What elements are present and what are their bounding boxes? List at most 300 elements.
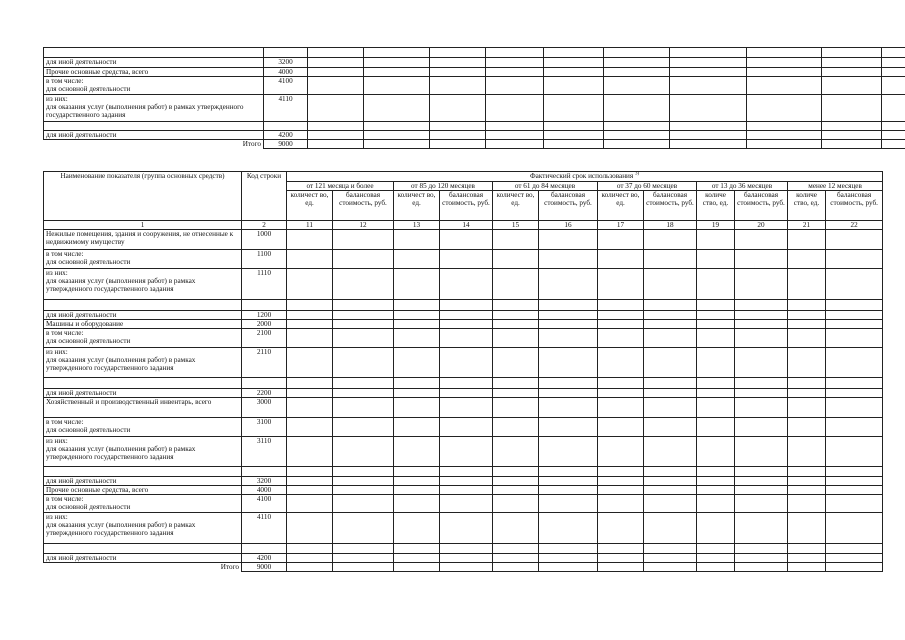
data-cell	[826, 389, 883, 398]
data-cell	[882, 122, 905, 131]
data-cell	[822, 48, 882, 58]
data-cell	[287, 250, 333, 269]
data-cell	[644, 269, 697, 300]
data-cell	[697, 311, 735, 320]
data-cell	[539, 418, 598, 437]
data-cell	[670, 58, 747, 68]
data-cell	[735, 477, 788, 486]
data-cell	[333, 250, 394, 269]
data-cell	[544, 140, 604, 149]
data-cell	[735, 513, 788, 544]
data-cell	[598, 329, 644, 348]
data-cell	[670, 48, 747, 58]
row-name: в том числе: для основной деятельности	[44, 329, 242, 348]
data-cell	[430, 131, 486, 140]
data-cell	[493, 320, 539, 329]
data-cell	[788, 230, 826, 250]
row-name: Машины и оборудование	[44, 320, 242, 329]
data-cell	[788, 329, 826, 348]
data-cell	[788, 467, 826, 477]
data-cell	[539, 477, 598, 486]
data-cell	[486, 131, 544, 140]
data-cell	[430, 68, 486, 77]
data-cell	[670, 95, 747, 122]
data-cell	[735, 563, 788, 572]
row-code: 3100	[242, 418, 287, 437]
data-cell	[287, 437, 333, 467]
data-cell	[598, 544, 644, 554]
row-code: 1200	[242, 311, 287, 320]
row-name	[44, 544, 242, 554]
row-name: из них: для оказания услуг (выполнения работ) в рамках утвержденного государственного задания	[44, 513, 242, 544]
data-cell	[788, 477, 826, 486]
data-cell	[735, 389, 788, 398]
column-number: 14	[440, 221, 493, 230]
data-cell	[822, 77, 882, 95]
data-cell	[486, 95, 544, 122]
row-name: в том числе: для основной деятельности	[44, 250, 242, 269]
row-name: из них: для оказания услуг (выполнения работ) в рамках утвержденного государственного задания	[44, 348, 242, 378]
balance-value-header: балансовая стоимость, руб.	[440, 191, 493, 221]
data-cell	[670, 68, 747, 77]
total-code: 9000	[242, 563, 287, 572]
data-cell	[493, 329, 539, 348]
data-cell	[430, 48, 486, 58]
row-name	[44, 48, 264, 58]
data-cell	[539, 269, 598, 300]
table-row	[44, 58, 905, 68]
quantity-header: количе ство, ед.	[697, 191, 735, 221]
row-name: Хозяйственный и производственный инвентарь, всего	[44, 398, 242, 418]
data-cell	[826, 329, 883, 348]
data-cell	[394, 477, 440, 486]
data-cell	[440, 300, 493, 311]
data-cell	[394, 437, 440, 467]
table-row	[44, 378, 883, 389]
data-cell	[486, 48, 544, 58]
data-cell	[364, 68, 430, 77]
data-cell	[333, 544, 394, 554]
data-cell	[364, 58, 430, 68]
data-cell	[440, 320, 493, 329]
data-cell	[670, 131, 747, 140]
data-cell	[822, 122, 882, 131]
data-cell	[287, 311, 333, 320]
table-row	[44, 389, 883, 398]
total-row	[44, 140, 905, 149]
row-name: из них: для оказания услуг (выполнения работ) в рамках утвержденного государственного задания	[44, 95, 264, 122]
data-cell	[333, 230, 394, 250]
data-cell	[539, 250, 598, 269]
data-cell	[430, 77, 486, 95]
table-row	[44, 437, 883, 467]
period-header: от 13 до 36 месяцев	[697, 182, 788, 191]
data-cell	[604, 95, 670, 122]
data-cell	[598, 477, 644, 486]
data-cell	[544, 122, 604, 131]
data-cell	[539, 467, 598, 477]
table-row	[44, 348, 883, 378]
data-cell	[287, 467, 333, 477]
data-cell	[333, 300, 394, 311]
data-cell	[604, 48, 670, 58]
data-cell	[788, 300, 826, 311]
row-name: для иной деятельности	[44, 554, 242, 563]
table-row	[44, 544, 883, 554]
data-cell	[440, 495, 493, 513]
data-cell	[394, 418, 440, 437]
data-cell	[826, 563, 883, 572]
data-cell	[333, 554, 394, 563]
data-cell	[394, 348, 440, 378]
data-cell	[539, 554, 598, 563]
data-cell	[287, 398, 333, 418]
data-cell	[735, 311, 788, 320]
data-cell	[598, 554, 644, 563]
row-name	[44, 378, 242, 389]
data-cell	[598, 389, 644, 398]
data-cell	[697, 300, 735, 311]
data-cell	[697, 398, 735, 418]
data-cell	[604, 140, 670, 149]
row-code: 2000	[242, 320, 287, 329]
data-cell	[788, 486, 826, 495]
data-cell	[493, 513, 539, 544]
data-cell	[747, 48, 822, 58]
table-row	[44, 513, 883, 544]
data-cell	[598, 486, 644, 495]
quantity-header: количест во, ед.	[493, 191, 539, 221]
row-name: Нежилые помещения, здания и сооружения, не отнесенные к недвижимому имуществу	[44, 230, 242, 250]
data-cell	[747, 95, 822, 122]
data-cell	[486, 122, 544, 131]
data-cell	[394, 320, 440, 329]
column-number: 1	[44, 221, 242, 230]
data-cell	[333, 348, 394, 378]
data-cell	[539, 486, 598, 495]
row-code: 4000	[264, 68, 308, 77]
data-cell	[333, 378, 394, 389]
data-cell	[287, 269, 333, 300]
data-cell	[333, 269, 394, 300]
data-cell	[644, 467, 697, 477]
data-cell	[486, 140, 544, 149]
row-code: 3000	[242, 398, 287, 418]
data-cell	[364, 140, 430, 149]
data-cell	[486, 58, 544, 68]
quantity-header: количест во, ед.	[287, 191, 333, 221]
data-cell	[544, 77, 604, 95]
data-cell	[670, 77, 747, 95]
period-header: от 121 месяца и более	[287, 182, 394, 191]
header-group-title: Фактический срок использования $^{3)}$	[287, 172, 883, 182]
data-cell	[697, 513, 735, 544]
data-cell	[598, 378, 644, 389]
data-cell	[394, 300, 440, 311]
data-cell	[644, 230, 697, 250]
data-cell	[308, 140, 364, 149]
footnote-mark: 3)	[635, 171, 640, 177]
row-code	[264, 122, 308, 131]
data-cell	[826, 437, 883, 467]
data-cell	[364, 48, 430, 58]
data-cell	[440, 477, 493, 486]
data-cell	[788, 398, 826, 418]
data-cell	[822, 95, 882, 122]
data-cell	[644, 348, 697, 378]
column-number: 15	[493, 221, 539, 230]
data-cell	[747, 140, 822, 149]
data-cell	[644, 378, 697, 389]
data-cell	[788, 554, 826, 563]
data-cell	[287, 300, 333, 311]
data-cell	[440, 348, 493, 378]
data-cell	[747, 77, 822, 95]
data-cell	[394, 544, 440, 554]
period-header: от 37 до 60 месяцев	[598, 182, 697, 191]
table-row	[44, 467, 883, 477]
row-name: из них: для оказания услуг (выполнения работ) в рамках утвержденного государственного задания	[44, 437, 242, 467]
data-cell	[697, 348, 735, 378]
data-cell	[788, 320, 826, 329]
data-cell	[697, 544, 735, 554]
quantity-header: количест во, ед.	[394, 191, 440, 221]
table-row	[44, 320, 883, 329]
data-cell	[544, 68, 604, 77]
table-row	[44, 68, 905, 77]
data-cell	[539, 563, 598, 572]
data-cell	[539, 230, 598, 250]
data-cell	[735, 554, 788, 563]
column-number: 19	[697, 221, 735, 230]
row-name	[44, 300, 242, 311]
data-cell	[747, 68, 822, 77]
data-cell	[430, 58, 486, 68]
data-cell	[440, 544, 493, 554]
data-cell	[440, 389, 493, 398]
row-code	[242, 467, 287, 477]
data-cell	[604, 77, 670, 95]
data-cell	[826, 378, 883, 389]
data-cell	[539, 398, 598, 418]
data-cell	[539, 495, 598, 513]
data-cell	[539, 300, 598, 311]
table-row	[44, 398, 883, 418]
data-cell	[394, 398, 440, 418]
row-code: 3110	[242, 437, 287, 467]
data-cell	[333, 467, 394, 477]
data-cell	[333, 418, 394, 437]
data-cell	[644, 554, 697, 563]
data-cell	[644, 477, 697, 486]
column-number: 17	[598, 221, 644, 230]
data-cell	[788, 389, 826, 398]
data-cell	[735, 269, 788, 300]
data-cell	[826, 348, 883, 378]
row-name: в том числе: для основной деятельности	[44, 495, 242, 513]
data-cell	[493, 378, 539, 389]
data-cell	[644, 418, 697, 437]
period-header: менее 12 месяцев	[788, 182, 883, 191]
data-cell	[697, 563, 735, 572]
column-number: 20	[735, 221, 788, 230]
data-cell	[394, 269, 440, 300]
data-cell	[287, 418, 333, 437]
data-cell	[333, 398, 394, 418]
data-cell	[493, 418, 539, 437]
row-code	[242, 544, 287, 554]
data-cell	[697, 250, 735, 269]
data-cell	[697, 418, 735, 437]
data-cell	[598, 250, 644, 269]
data-cell	[287, 563, 333, 572]
data-cell	[544, 48, 604, 58]
data-cell	[822, 68, 882, 77]
data-cell	[440, 269, 493, 300]
data-cell	[440, 378, 493, 389]
period-header: от 61 до 84 месяцев	[493, 182, 598, 191]
column-number: 2	[242, 221, 287, 230]
data-cell	[644, 300, 697, 311]
data-cell	[486, 68, 544, 77]
data-cell	[788, 513, 826, 544]
data-cell	[544, 95, 604, 122]
data-cell	[882, 77, 905, 95]
data-cell	[308, 48, 364, 58]
data-cell	[308, 95, 364, 122]
data-cell	[440, 554, 493, 563]
data-cell	[598, 467, 644, 477]
row-code: 2100	[242, 329, 287, 348]
data-cell	[735, 486, 788, 495]
data-cell	[394, 378, 440, 389]
data-cell	[287, 477, 333, 486]
data-cell	[493, 250, 539, 269]
data-cell	[604, 58, 670, 68]
table-row	[44, 122, 905, 131]
row-code: 4200	[242, 554, 287, 563]
data-cell	[670, 140, 747, 149]
data-cell	[440, 398, 493, 418]
data-cell	[539, 348, 598, 378]
data-cell	[287, 495, 333, 513]
data-cell	[430, 140, 486, 149]
data-cell	[882, 131, 905, 140]
data-cell	[333, 311, 394, 320]
data-cell	[735, 418, 788, 437]
data-cell	[493, 398, 539, 418]
data-cell	[882, 95, 905, 122]
data-cell	[826, 554, 883, 563]
data-cell	[440, 230, 493, 250]
data-cell	[364, 95, 430, 122]
data-cell	[539, 513, 598, 544]
data-cell	[598, 495, 644, 513]
quantity-header: количе ство, ед.	[788, 191, 826, 221]
data-cell	[539, 544, 598, 554]
data-cell	[822, 131, 882, 140]
data-cell	[287, 389, 333, 398]
total-label: Итого	[44, 140, 264, 149]
table-row	[44, 554, 883, 563]
row-code: 2200	[242, 389, 287, 398]
data-cell	[486, 77, 544, 95]
data-cell	[882, 48, 905, 58]
data-cell	[394, 389, 440, 398]
data-cell	[735, 348, 788, 378]
data-cell	[598, 269, 644, 300]
total-code: 9000	[264, 140, 308, 149]
data-cell	[493, 389, 539, 398]
data-cell	[826, 495, 883, 513]
data-cell	[287, 320, 333, 329]
data-cell	[598, 418, 644, 437]
data-cell	[394, 563, 440, 572]
data-cell	[394, 486, 440, 495]
data-cell	[644, 250, 697, 269]
data-cell	[287, 486, 333, 495]
data-cell	[735, 329, 788, 348]
data-cell	[287, 513, 333, 544]
data-cell	[735, 230, 788, 250]
data-cell	[644, 320, 697, 329]
data-cell	[308, 58, 364, 68]
data-cell	[598, 230, 644, 250]
balance-value-header: балансовая стоимость, руб.	[333, 191, 394, 221]
data-cell	[539, 378, 598, 389]
data-cell	[788, 563, 826, 572]
data-cell	[539, 389, 598, 398]
data-cell	[598, 563, 644, 572]
header-name-column: Наименование показателя (группа основных средств)	[44, 172, 242, 221]
data-cell	[697, 320, 735, 329]
data-cell	[697, 329, 735, 348]
data-cell	[644, 513, 697, 544]
data-cell	[333, 389, 394, 398]
data-cell	[287, 554, 333, 563]
data-cell	[788, 269, 826, 300]
row-name: в том числе: для основной деятельности	[44, 418, 242, 437]
data-cell	[440, 329, 493, 348]
data-cell	[788, 378, 826, 389]
data-cell	[644, 398, 697, 418]
data-cell	[493, 437, 539, 467]
column-number: 12	[333, 221, 394, 230]
table-row	[44, 418, 883, 437]
data-cell	[430, 122, 486, 131]
data-cell	[747, 122, 822, 131]
data-cell	[598, 398, 644, 418]
data-cell	[364, 77, 430, 95]
data-cell	[735, 495, 788, 513]
data-cell	[826, 230, 883, 250]
data-cell	[697, 437, 735, 467]
column-number: 21	[788, 221, 826, 230]
data-cell	[644, 329, 697, 348]
data-cell	[308, 68, 364, 77]
data-cell	[788, 437, 826, 467]
quantity-header: количест во, ед.	[598, 191, 644, 221]
data-cell	[440, 486, 493, 495]
table-row	[44, 48, 905, 58]
row-code: 1110	[242, 269, 287, 300]
data-cell	[287, 378, 333, 389]
data-cell	[333, 477, 394, 486]
data-cell	[333, 495, 394, 513]
data-cell	[697, 495, 735, 513]
table-row	[44, 477, 883, 486]
data-cell	[822, 58, 882, 68]
